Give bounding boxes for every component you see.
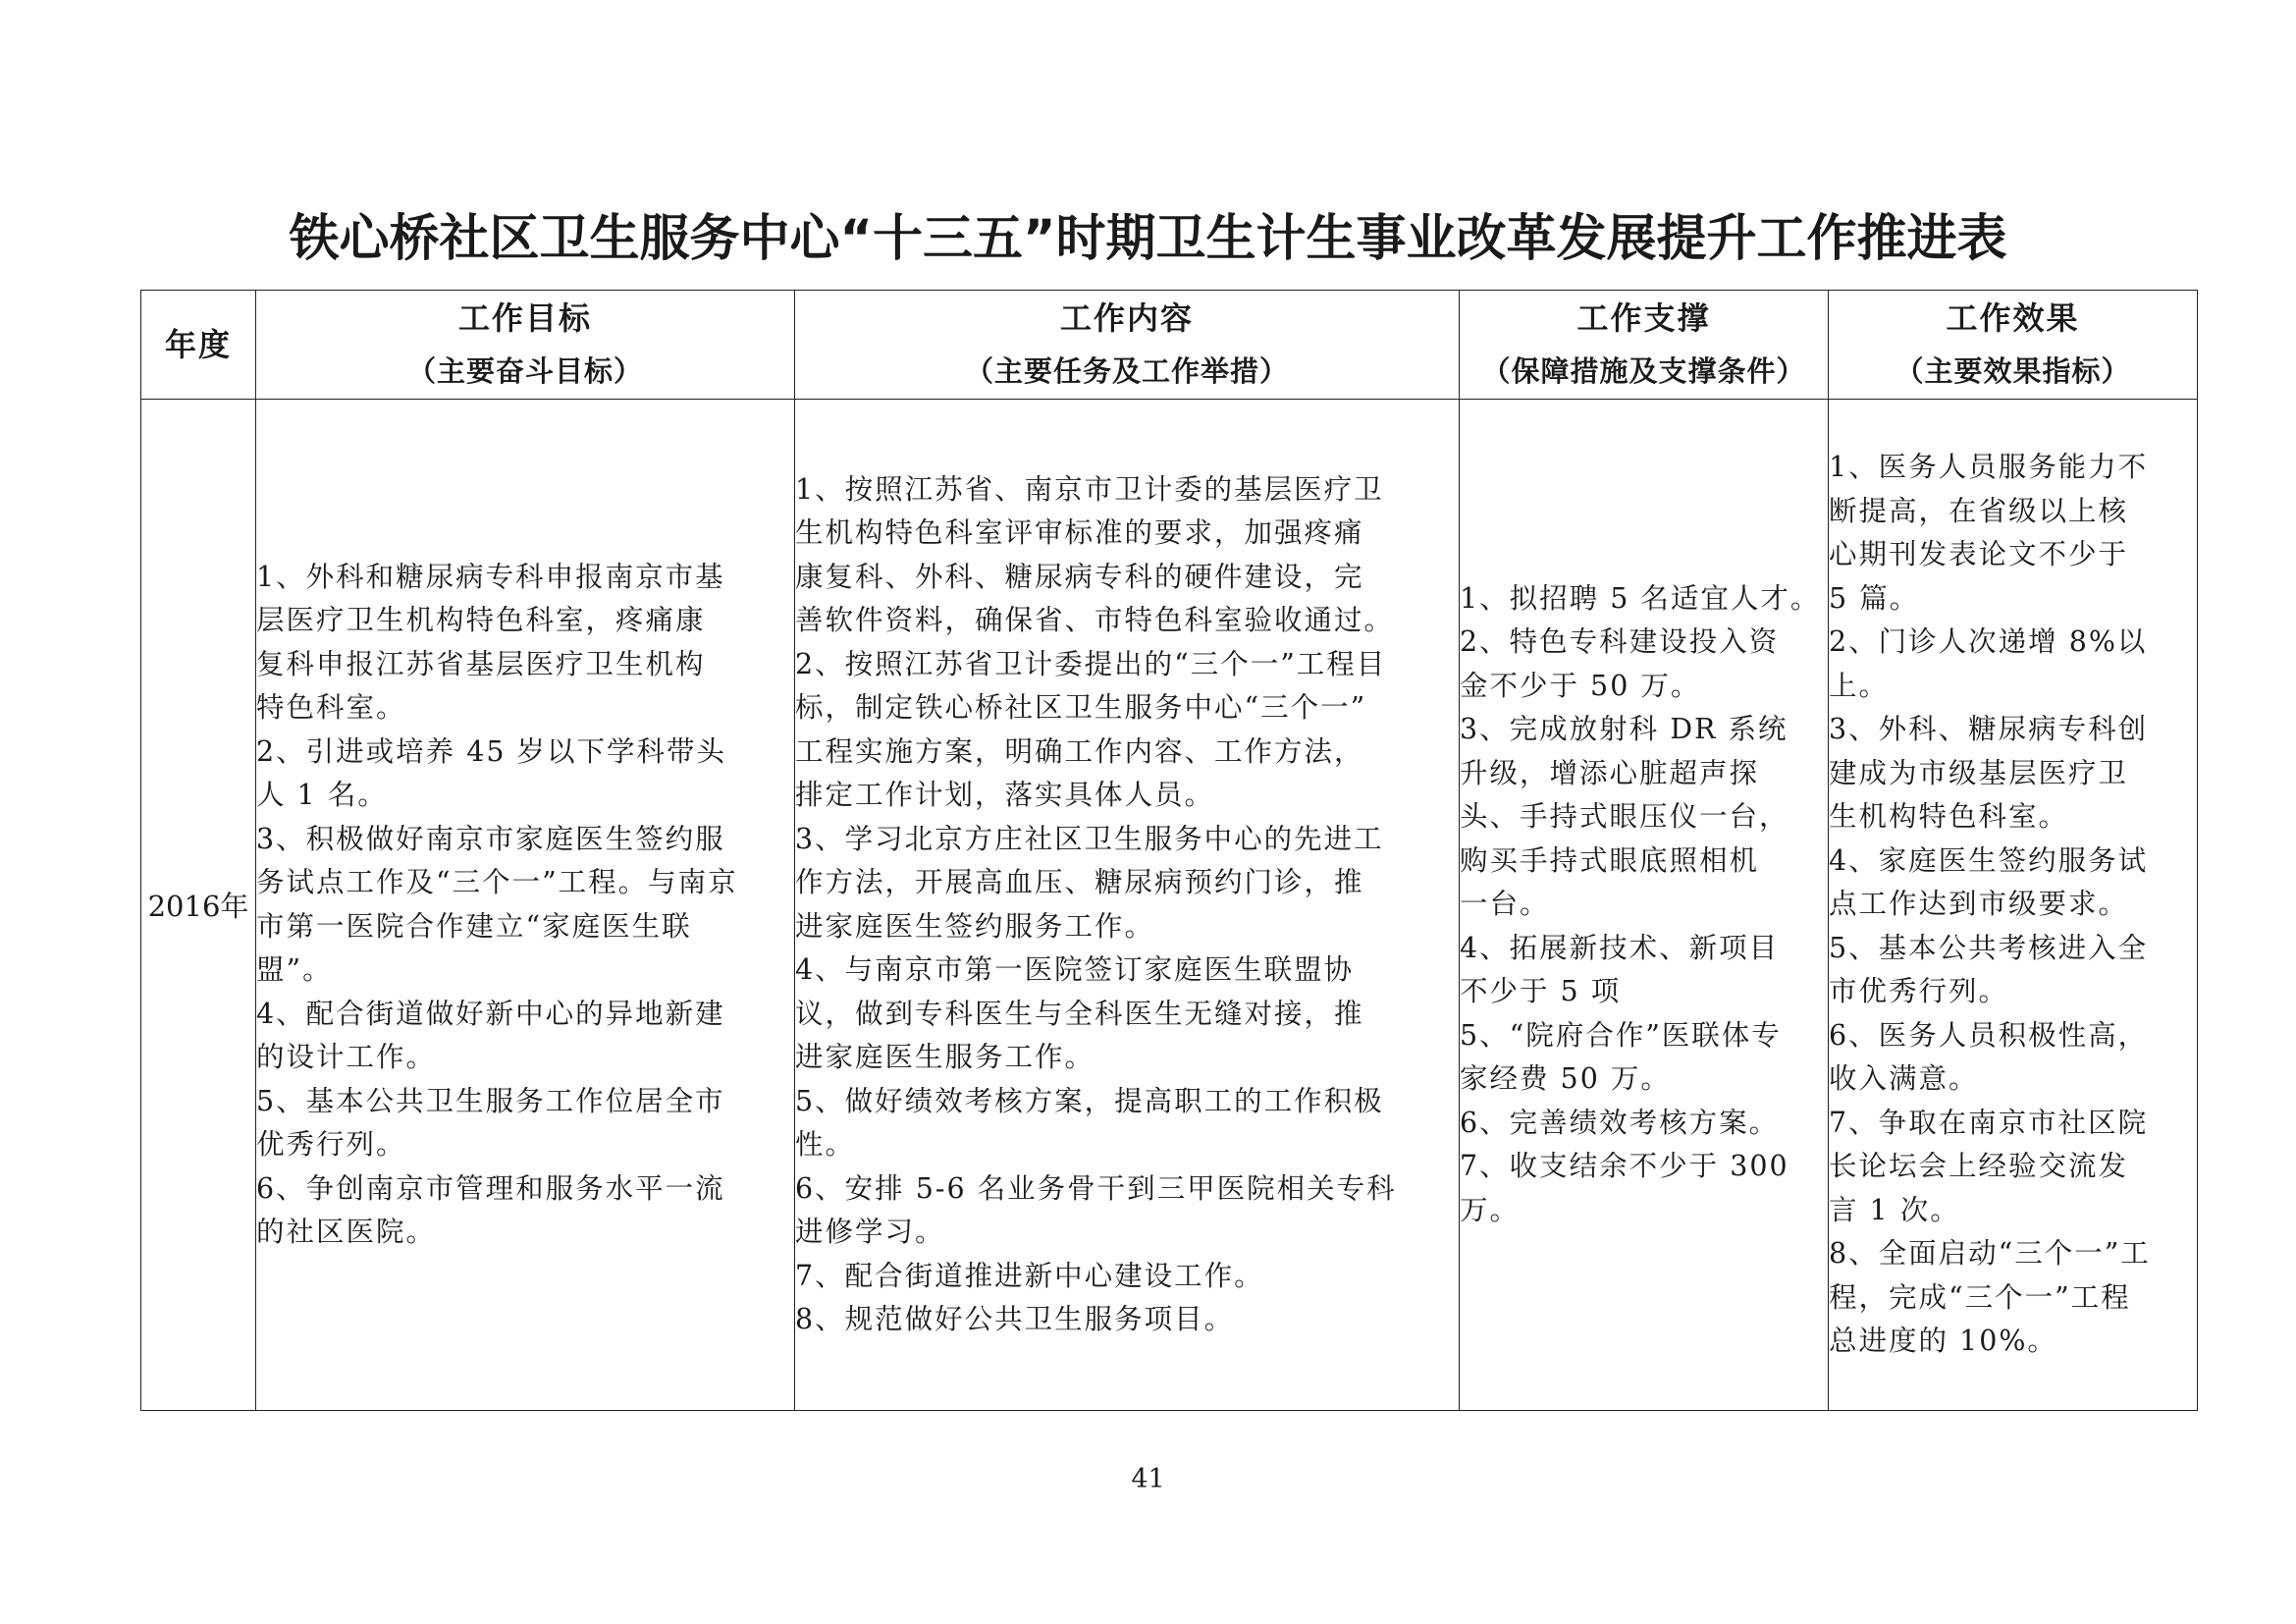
text-line: 总进度的 10%。 [1829, 1325, 2057, 1358]
header-effect [1829, 291, 2198, 400]
text-line: 5、“院府合作”医联体专 [1460, 1018, 1782, 1052]
text-line: 点工作达到市级要求。 [1829, 888, 2129, 921]
effect-cell [1829, 400, 2198, 1411]
text-line: 言 1 次。 [1829, 1193, 1960, 1226]
effect-lines [1829, 446, 2197, 1364]
text-line: 市优秀行列。 [1829, 975, 2009, 1008]
text-line: 购买手持式眼底照相机 [1460, 843, 1760, 877]
text-line: 4、拓展新技术、新项目 [1460, 931, 1780, 964]
text-line: 优秀行列。 [256, 1128, 406, 1161]
header-goal-sub: （主要奋斗目标） [406, 354, 643, 388]
header-effect-main: 工作效果 [1946, 299, 2080, 337]
text-line: 的社区医院。 [256, 1216, 437, 1248]
text-line: 1、医务人员服务能力不 [1829, 451, 2149, 484]
text-line: 7、配合街道推进新中心建设工作。 [795, 1259, 1264, 1292]
support-cell [1460, 400, 1829, 1411]
content-cell [795, 400, 1460, 1411]
text-line: 盟”。 [256, 953, 333, 986]
text-line: 建成为市级基层医疗卫 [1829, 756, 2129, 789]
text-line: 进家庭医生服务工作。 [795, 1041, 1095, 1073]
text-line: 程，完成“三个一”工程 [1829, 1280, 2131, 1314]
text-line: 3、积极做好南京市家庭医生签约服 [256, 822, 725, 855]
text-line: 5、基本公共卫生服务工作位居全市 [256, 1084, 725, 1117]
text-line: 市第一医院合作建立“家庭医生联 [256, 909, 692, 943]
text-line: 2、特色专科建设投入资 [1460, 625, 1780, 659]
text-line: 心期刊发表论文不少于 [1829, 538, 2129, 571]
text-line: 层医疗卫生机构特色科室，疼痛康 [256, 604, 706, 636]
header-support-sub: （保障措施及支撑条件） [1481, 354, 1806, 388]
text-line: 善软件资料，确保省、市特色科室验收通过。 [795, 604, 1395, 636]
text-line: 工程实施方案，明确工作内容、工作方法， [795, 734, 1364, 768]
text-line: 3、学习北京方庄社区卫生服务中心的先进工 [795, 822, 1384, 855]
text-line: 5、做好绩效考核方案，提高职工的工作积极 [795, 1084, 1384, 1117]
text-line: 2、门诊人次递增 8%以 [1829, 625, 2148, 659]
text-line: 生机构特色科室评审标准的要求，加强疼痛 [795, 516, 1364, 549]
text-line: 进修学习。 [795, 1216, 945, 1248]
text-line: 3、外科、糖尿病专科创 [1829, 713, 2149, 746]
text-line: 2、按照江苏省卫计委提出的“三个一”工程目 [795, 647, 1387, 680]
text-line: 家经费 50 万。 [1460, 1062, 1671, 1096]
text-line: 5 篇。 [1829, 581, 1920, 615]
header-support [1460, 291, 1829, 400]
text-line: 不少于 5 项 [1460, 975, 1622, 1008]
text-line: 收入满意。 [1829, 1062, 1979, 1096]
text-line: 7、收支结余不少于 300 [1460, 1150, 1789, 1183]
text-line: 4、家庭医生签约服务试 [1829, 843, 2149, 877]
text-line: 头、手持式眼压仪一台， [1460, 800, 1789, 834]
text-line: 1、拟招聘 5 名适宜人才。 [1460, 581, 1821, 615]
document-title: 铁心桥社区卫生服务中心“十三五”时期卫生计生事业改革发展提升工作推进表 [289, 210, 2007, 268]
year-cell: 2016年 [141, 400, 256, 1411]
header-content-sub: （主要任务及工作举措） [964, 354, 1289, 388]
text-line: 6、完善绩效考核方案。 [1460, 1106, 1780, 1139]
text-line: 复科申报江苏省基层医疗卫生机构 [256, 647, 706, 680]
text-line: 特色科室。 [256, 691, 406, 724]
text-line: 8、全面启动“三个一”工 [1829, 1237, 2151, 1271]
text-line: 断提高，在省级以上核 [1829, 494, 2129, 527]
header-content [795, 291, 1460, 400]
content-lines [795, 468, 1459, 1342]
text-line: 1、按照江苏省、南京市卫计委的基层医疗卫 [795, 472, 1384, 506]
text-line: 4、与南京市第一医院签订家庭医生联盟协 [795, 953, 1355, 986]
text-line: 标，制定铁心桥社区卫生服务中心“三个一” [795, 691, 1367, 724]
text-line: 金不少于 50 万。 [1460, 669, 1701, 702]
text-line: 4、配合街道做好新中心的异地新建 [256, 997, 725, 1030]
text-line: 6、医务人员积极性高， [1829, 1018, 2149, 1052]
goal-cell [256, 400, 795, 1411]
text-line: 务试点工作及“三个一”工程。与南京 [256, 866, 738, 898]
text-line: 8、规范做好公共卫生服务项目。 [795, 1303, 1235, 1335]
header-content-main: 工作内容 [1059, 299, 1194, 337]
table-header-row [141, 291, 2198, 400]
text-line: 人 1 名。 [256, 779, 388, 811]
text-line: 的设计工作。 [256, 1041, 437, 1073]
text-line: 6、争创南京市管理和服务水平一流 [256, 1171, 725, 1205]
header-year: 年度 [141, 291, 256, 400]
text-line: 2、引进或培养 45 岁以下学科带头 [256, 734, 727, 768]
goal-lines [256, 556, 794, 1255]
text-line: 生机构特色科室。 [1829, 800, 2069, 834]
page-number: 41 [1131, 1464, 1165, 1494]
header-goal-main: 工作目标 [457, 299, 592, 337]
text-line: 3、完成放射科 DR 系统 [1460, 713, 1789, 746]
text-line: 一台。 [1460, 888, 1550, 921]
text-line: 长论坛会上经验交流发 [1829, 1150, 2129, 1183]
text-line: 升级，增添心脏超声探 [1460, 756, 1760, 789]
text-line: 性。 [795, 1128, 856, 1161]
header-goal [256, 291, 795, 400]
text-line: 进家庭医生签约服务工作。 [795, 909, 1155, 943]
text-line: 1、外科和糖尿病专科申报南京市基 [256, 560, 725, 593]
text-line: 6、安排 5-6 名业务骨干到三甲医院相关专科 [795, 1171, 1397, 1205]
text-line: 上。 [1829, 669, 1890, 702]
header-effect-sub: （主要效果指标） [1895, 354, 2131, 388]
text-line: 议，做到专科医生与全科医生无缝对接，推 [795, 997, 1364, 1030]
support-lines [1460, 577, 1828, 1233]
text-line: 万。 [1460, 1193, 1521, 1226]
text-line: 7、争取在南京市社区院 [1829, 1106, 2149, 1139]
header-support-main: 工作支撑 [1576, 299, 1711, 337]
text-line: 作方法，开展高血压、糖尿病预约门诊，推 [795, 866, 1364, 898]
text-line: 5、基本公共考核进入全 [1829, 931, 2149, 964]
text-line: 康复科、外科、糖尿病专科的硬件建设，完 [795, 560, 1364, 593]
work-plan-table [140, 290, 2198, 1411]
table-row [141, 400, 2198, 1411]
text-line: 排定工作计划，落实具体人员。 [795, 779, 1215, 811]
